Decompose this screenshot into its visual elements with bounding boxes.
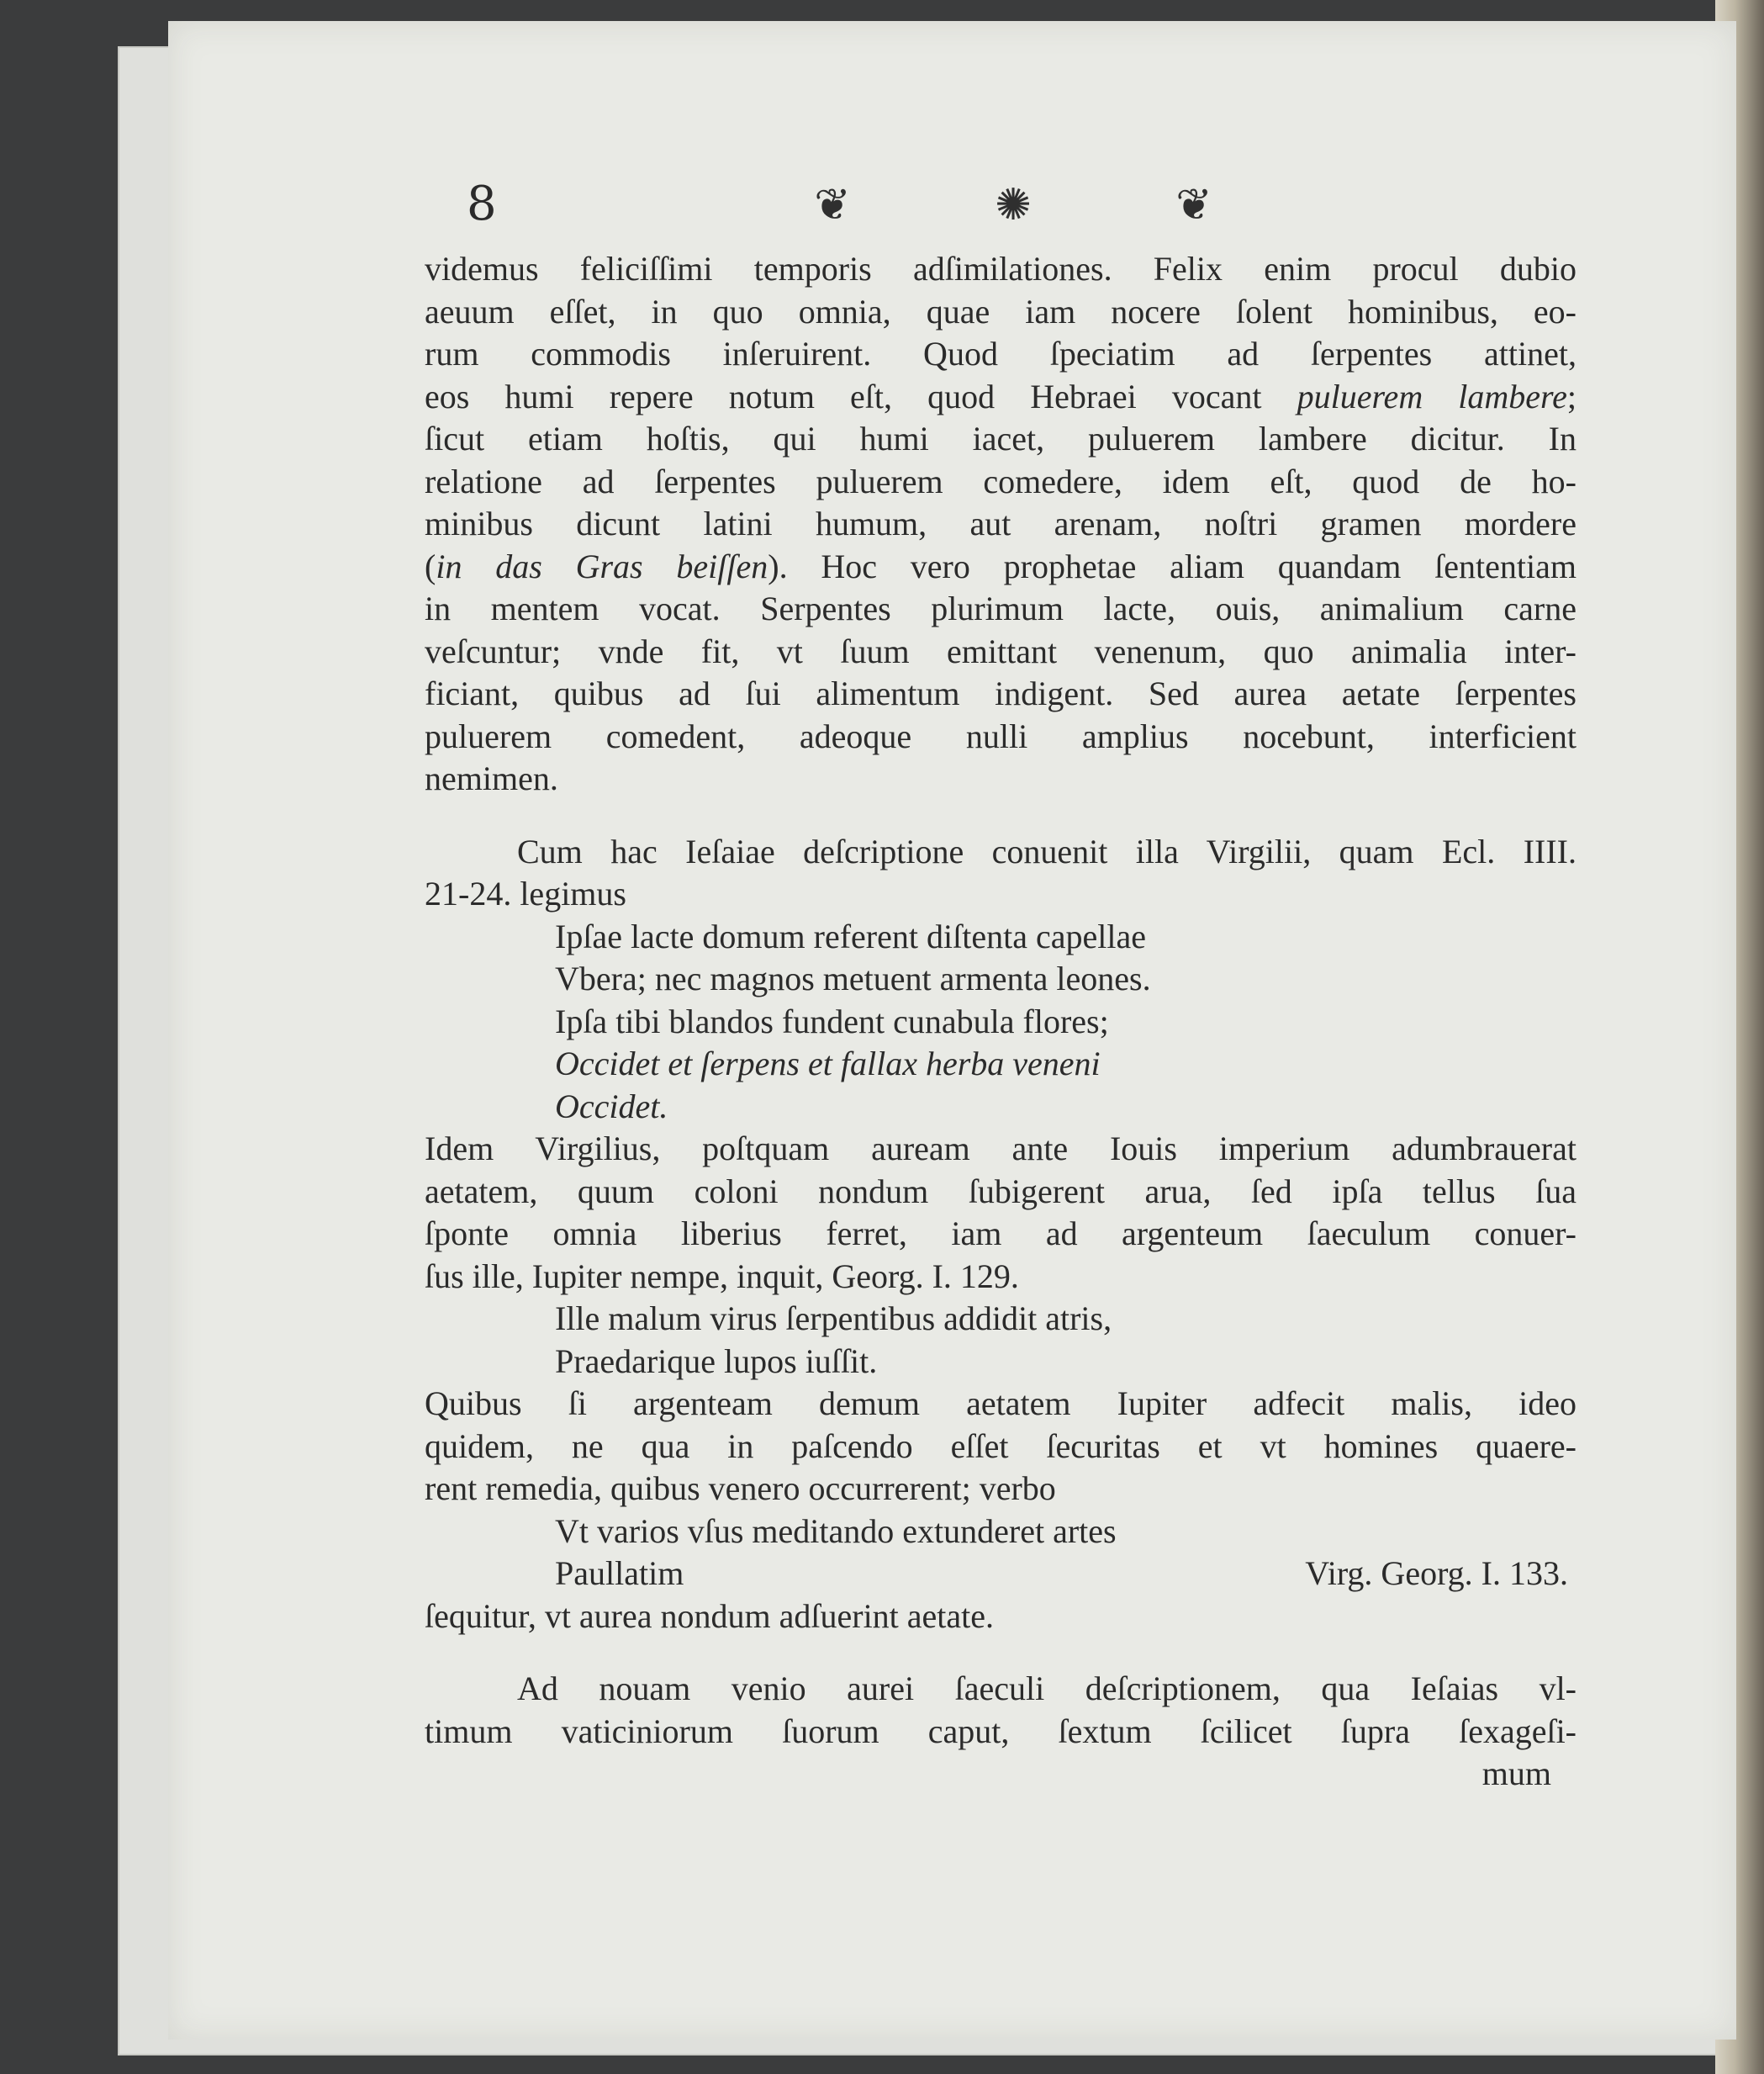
text-line: veſcuntur; vnde fit, vt ſuum emittant venenum, quo animalia inter- xyxy=(425,632,1577,670)
italic-phrase: in das Gras beiſſen xyxy=(436,547,768,585)
italic-phrase: puluerem lambere xyxy=(1297,377,1567,415)
text-span: eos humi repere notum eſt, quod Hebraei vocant xyxy=(425,377,1297,415)
body-text xyxy=(425,248,1577,1796)
verse-text: Paullatim xyxy=(555,1554,684,1592)
verse-line: Occidet. xyxy=(555,1087,668,1125)
text-line: 21-24. legimus xyxy=(425,875,626,913)
text-line: Ad nouam venio aurei ſaeculi deſcriptionem, qua Ieſaias vl- xyxy=(517,1669,1577,1707)
text-line: ſponte omnia liberius ferret, iam ad argenteum ſaeculum conuer- xyxy=(425,1214,1577,1252)
text-line: Idem Virgilius, poſtquam auream ante Iouis imperium adumbrauerat xyxy=(425,1130,1577,1167)
verse-line: Occidet et ſerpens et fallax herba veneni xyxy=(555,1045,1101,1082)
verse-line: Ipſa tibi blandos fundent cunabula flores; xyxy=(555,1002,1109,1040)
text-line: rent remedia, quibus venero occurrerent; verbo xyxy=(425,1469,1056,1507)
catchword: mum xyxy=(1481,1754,1551,1792)
fleuron-ornament-icon: ❦ xyxy=(814,180,851,230)
citation-reference: Virg. Georg. I. 133. xyxy=(1305,1554,1568,1592)
text-span: ( xyxy=(425,547,436,585)
text-line: nemimen. xyxy=(425,759,558,797)
text-span: ). Hoc vero prophetae aliam quandam ſententiam xyxy=(768,547,1577,585)
page-number: 8 xyxy=(467,177,497,231)
verse-line: Vbera; nec magnos metuent armenta leones. xyxy=(555,960,1151,997)
page-header xyxy=(467,177,1307,235)
rosette-ornament-icon: ✺ xyxy=(995,180,1032,230)
verse-line: Ille malum virus ſerpentibus addidit atris, xyxy=(555,1299,1112,1337)
text-line xyxy=(425,376,1577,419)
text-line: aetatem, quum coloni nondum ſubigerent arua, ſed ipſa tellus ſua xyxy=(425,1172,1577,1210)
text-line: ſequitur, vt aurea nondum adſuerint aetate. xyxy=(425,1596,995,1635)
text-line: rum commodis inſeruirent. Quod ſpeciatim ad ſerpentes attinet, xyxy=(425,335,1577,373)
text-span: ; xyxy=(1566,377,1577,415)
text-line: aeuum eſſet, in quo omnia, quae iam nocere ſolent hominibus, eo- xyxy=(425,292,1577,331)
text-line: ſus ille, Iupiter nempe, inquit, Georg. I. 129. xyxy=(425,1257,1019,1295)
text-line: Quibus ſi argenteam demum aetatem Iupiter adfecit malis, ideo xyxy=(425,1384,1577,1422)
verse-line: Praedarique lupos iuſſit. xyxy=(555,1341,878,1380)
text-line: quidem, ne qua in paſcendo eſſet ſecuritas et vt homines quaere- xyxy=(425,1426,1577,1465)
text-line: ficiant, quibus ad ſui alimentum indigent. Sed aurea aetate ſerpentes xyxy=(425,675,1577,712)
text-line: ſicut etiam hoſtis, qui humi iacet, puluerem lambere dicitur. In xyxy=(425,420,1577,458)
verse-line xyxy=(425,1553,1577,1595)
text-line xyxy=(425,546,1577,589)
text-line: in mentem vocat. Serpentes plurimum lacte, ouis, animalium carne xyxy=(425,590,1577,627)
text-line: puluerem comedent, adeoque nulli amplius nocebunt, interficient xyxy=(425,717,1577,755)
fleuron-ornament-icon: ❦ xyxy=(1175,180,1212,230)
text-line: relatione ad ſerpentes puluerem comedere, idem eſt, quod de ho- xyxy=(425,462,1577,500)
paragraph-gap xyxy=(425,801,1577,831)
verse-line: Ipſae lacte domum referent diſtenta capellae xyxy=(555,917,1146,955)
text-line: Cum hac Ieſaiae deſcriptione conuenit illa Virgilii, quam Ecl. IIII. xyxy=(517,832,1577,870)
text-line: videmus feliciſſimi temporis adſimilationes. Felix enim procul dubio xyxy=(425,250,1577,288)
paragraph-gap xyxy=(425,1638,1577,1668)
text-line: minibus dicunt latini humum, aut arenam, noſtri gramen mordere xyxy=(425,505,1577,542)
text-line: timum vaticiniorum ſuorum caput, ſextum ſcilicet ſupra ſexageſi- xyxy=(425,1712,1577,1750)
verse-line: Vt varios vſus meditando extunderet artes xyxy=(555,1511,1117,1550)
